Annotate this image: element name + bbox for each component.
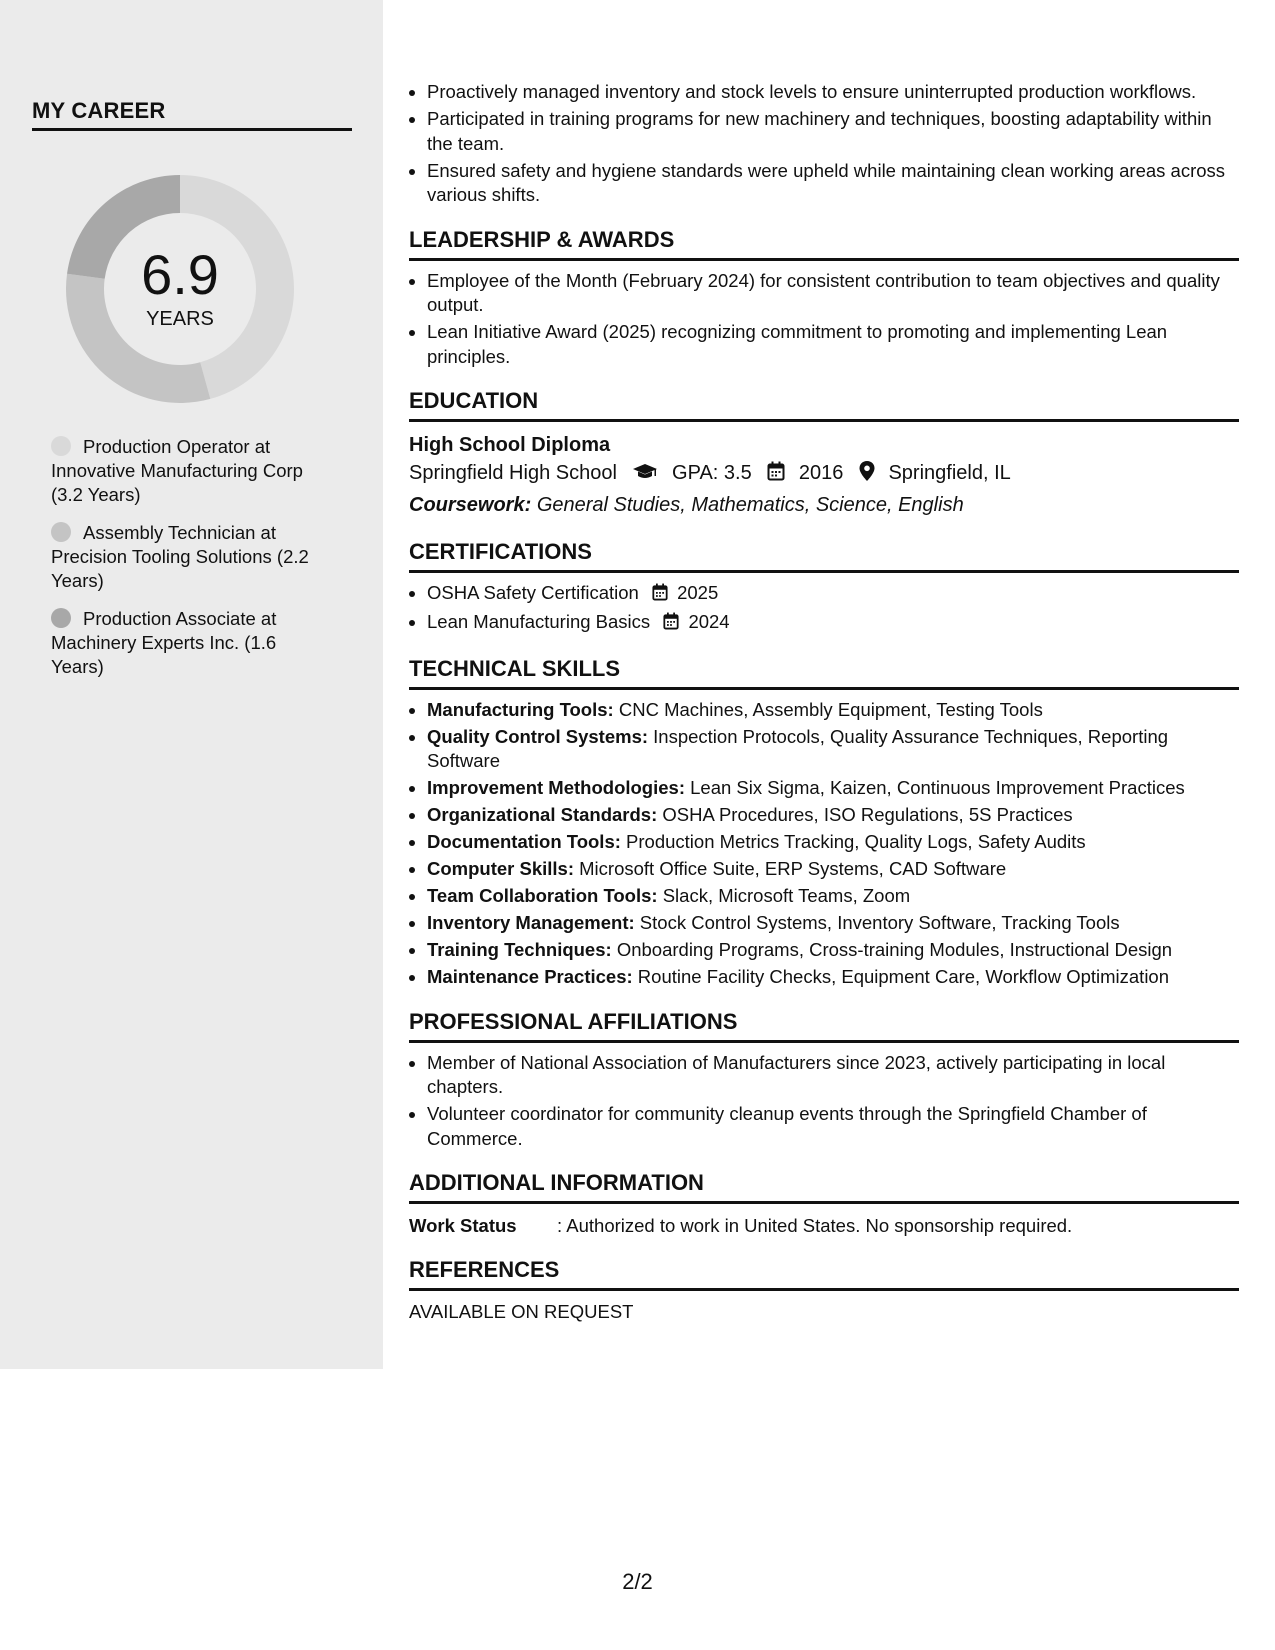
- skill-value: Production Metrics Tracking, Quality Logs, Safety Audits: [626, 831, 1086, 852]
- list-item: [427, 965, 1239, 990]
- skill-label: Team Collaboration Tools:: [427, 885, 658, 906]
- education-location: Springfield, IL: [888, 462, 1011, 484]
- skill-value: Inspection Protocols, Quality Assurance Techniques, Reporting Software: [427, 725, 1169, 771]
- certifications-section: [409, 539, 1239, 637]
- education-details: [409, 458, 1239, 490]
- skill-label: Training Techniques:: [427, 939, 612, 960]
- skills-section: [409, 656, 1239, 990]
- skill-value: OSHA Procedures, ISO Regulations, 5S Practices: [662, 804, 1073, 825]
- education-degree: High School Diploma: [409, 434, 611, 456]
- cert-name: OSHA Safety Certification: [427, 582, 639, 603]
- list-item: • Proactively managed inventory and stock levels to ensure uninterrupted production workflows.: [427, 80, 1239, 105]
- graduation-cap-icon: [632, 460, 658, 490]
- list-item: [427, 911, 1239, 936]
- list-item: [427, 803, 1239, 828]
- list-item: [427, 938, 1239, 963]
- skill-value: Lean Six Sigma, Kaizen, Continuous Improvement Practices: [690, 777, 1185, 798]
- skill-value: Onboarding Programs, Cross-training Modules, Instructional Design: [616, 939, 1173, 960]
- list-item: [427, 725, 1239, 774]
- list-item: [427, 698, 1239, 723]
- map-pin-icon: [859, 460, 875, 490]
- career-donut-chart: [66, 175, 294, 403]
- education-school: Springfield High School: [409, 462, 617, 484]
- list-item: • Employee of the Month (February 2024) for consistent contribution to team objectives and quality output.: [427, 269, 1239, 318]
- legend-dot: [51, 522, 71, 542]
- additional-info-section: [409, 1170, 1239, 1238]
- legend-dot: [51, 436, 71, 456]
- sidebar-content: [32, 98, 352, 693]
- skill-value: CNC Machines, Assembly Equipment, Testing Tools: [618, 698, 1043, 720]
- legend-dot: [51, 608, 71, 628]
- work-status-row: [409, 1214, 1239, 1238]
- list-item: • Participated in training programs for new machinery and techniques, boosting adaptability within the team.: [427, 107, 1239, 156]
- legend-label: Production Operator at Innovative Manufacturing Corp (3.2 Years): [51, 436, 303, 505]
- skill-label: Computer Skills:: [427, 858, 574, 879]
- certifications-list: [409, 581, 1239, 637]
- total-years-value: 6.9: [141, 243, 219, 306]
- legend-item: [51, 521, 321, 593]
- sidebar: [0, 0, 383, 1369]
- affiliations-section: [409, 1009, 1239, 1152]
- affiliations-list: [409, 1051, 1239, 1152]
- calendar-icon: [652, 583, 668, 608]
- skill-value: Routine Facility Checks, Equipment Care, Workflow Optimization: [637, 966, 1170, 987]
- section-title: EDUCATION: [409, 388, 1239, 422]
- skill-label: Quality Control Systems:: [427, 725, 649, 747]
- cert-year: 2025: [677, 582, 719, 603]
- legend-label: Assembly Technician at Precision Tooling Solutions (2.2 Years): [51, 522, 309, 591]
- references-section: [409, 1257, 1239, 1323]
- skill-value: Microsoft Office Suite, ERP Systems, CAD Software: [579, 858, 1007, 879]
- legend-item: [51, 607, 321, 679]
- legend-label: Production Associate at Machinery Experts Inc. (1.6 Years): [51, 608, 277, 677]
- legend-item: [51, 435, 321, 507]
- list-item: [427, 581, 1239, 608]
- skill-label: Improvement Methodologies:: [427, 777, 685, 798]
- work-status-label: Work Status: [409, 1215, 517, 1236]
- skill-value: Slack, Microsoft Teams, Zoom: [662, 885, 911, 906]
- list-item: • Lean Initiative Award (2025) recognizing commitment to promoting and implementing Lean principles.: [427, 320, 1239, 369]
- leadership-section: [409, 227, 1239, 370]
- education-gpa: GPA: 3.5: [672, 462, 752, 484]
- education-year: 2016: [798, 462, 844, 484]
- skill-label: Maintenance Practices:: [427, 966, 633, 987]
- cert-name: Lean Manufacturing Basics: [427, 611, 651, 632]
- section-title: ADDITIONAL INFORMATION: [409, 1170, 1239, 1204]
- experience-bullets: [409, 80, 1239, 208]
- total-years-unit: YEARS: [146, 308, 214, 330]
- cert-year: 2024: [688, 611, 730, 632]
- page-number: 2/2: [622, 1569, 653, 1594]
- list-item: • Ensured safety and hygiene standards were upheld while maintaining clean working areas across various shifts.: [427, 159, 1239, 208]
- skill-label: Organizational Standards:: [427, 804, 658, 825]
- list-item: • Member of National Association of Manufacturers since 2023, actively participating in local chapters.: [427, 1051, 1239, 1100]
- coursework-value: General Studies, Mathematics, Science, English: [536, 494, 964, 516]
- calendar-icon: [663, 612, 679, 637]
- skill-value: Stock Control Systems, Inventory Software, Tracking Tools: [639, 912, 1120, 933]
- section-title: PROFESSIONAL AFFILIATIONS: [409, 1009, 1239, 1043]
- section-title: LEADERSHIP & AWARDS: [409, 227, 1239, 261]
- skills-list: [409, 698, 1239, 990]
- skill-label: Documentation Tools:: [427, 831, 621, 852]
- list-item: [427, 857, 1239, 882]
- list-item: • Volunteer coordinator for community cleanup events through the Springfield Chamber of Commerce.: [427, 1102, 1239, 1151]
- section-title: CERTIFICATIONS: [409, 539, 1239, 573]
- list-item: [427, 776, 1239, 801]
- work-status-value: : Authorized to work in United States. No sponsorship required.: [557, 1215, 1073, 1236]
- section-title: REFERENCES: [409, 1257, 1239, 1291]
- sidebar-title: MY CAREER: [32, 98, 352, 131]
- skill-label: Inventory Management:: [427, 912, 635, 933]
- references-text: AVAILABLE ON REQUEST: [409, 1301, 634, 1322]
- list-item: [427, 884, 1239, 909]
- list-item: [427, 830, 1239, 855]
- calendar-icon: [767, 460, 785, 490]
- leadership-list: [409, 269, 1239, 370]
- list-item: [427, 610, 1239, 637]
- main-content: [409, 80, 1239, 1323]
- section-title: TECHNICAL SKILLS: [409, 656, 1239, 690]
- education-section: [409, 388, 1239, 520]
- career-legend: [51, 435, 321, 679]
- coursework-label: Coursework:: [409, 494, 532, 516]
- education-coursework: [409, 490, 1239, 520]
- skill-label: Manufacturing Tools:: [427, 698, 614, 720]
